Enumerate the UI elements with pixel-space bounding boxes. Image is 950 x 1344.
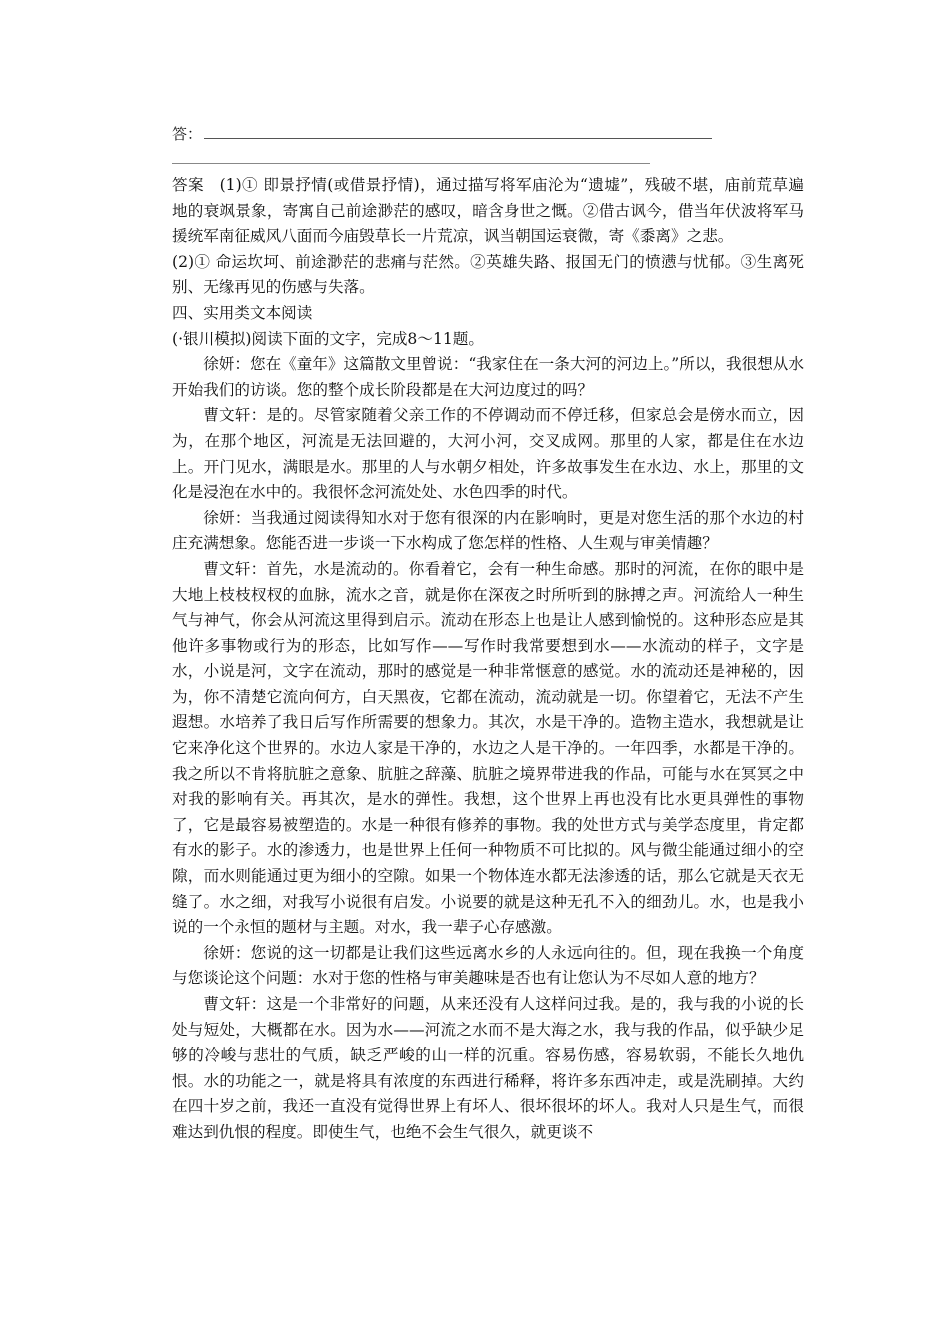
answer-blank-line-2	[172, 163, 650, 164]
answer-key-part2: (2)① 命运坎坷、前途渺茫的悲痛与茫然。②英雄失路、报国无门的愤懑与忧郁。③生离死别、无缘再见的伤感与失落。	[172, 252, 804, 297]
answer-key-part1	[172, 173, 804, 250]
interview-paragraph-4: 曹文轩：首先，水是流动的。你看着它，会有一种生命感。那时的河流，在你的眼中是大地上枝枝杈杈的血脉，流水之音，就是你在深夜之时所听到的脉搏之声。河流给人一种生气与神气，你会从河流这里得到启示。流动在形态上也是让人感到愉悦的。这种形态应是其他许多事物或行为的形态，比如写作——写作时我常要想到水——水流动的样子，文字是水，小说是河，文字在流动，那时的感觉是一种非常惬意的感觉。水的流动还是神秘的，因为，你不清楚它流向何方，白天黑夜，它都在流动，流动就是一切。你望着它，无法不产生遐想。水培养了我日后写作所需要的想象力。其次，水是干净的。造物主造水，我想就是让它来净化这个世界的。水边人家是干净的，水边之人是干净的。一年四季，水都是干净的。我之所以不肯将肮脏之意象、肮脏之辞藻、肮脏之境界带进我的作品，可能与水在冥冥之中对我的影响有关。再其次，是水的弹性。我想，这个世界上再也没有比水更具弹性的事物了，它是最容易被塑造的。水是一种很有修养的事物。我的处世方式与美学态度里，肯定都有水的影子。水的渗透力，也是世界上任何一种物质不可比拟的。风与微尘能通过细小的空隙，而水则能通过更为细小的空隙。如果一个物体连水都无法渗透的话，那么它就是天衣无缝了。水之细，对我写小说很有启发。小说要的就是这种无孔不入的细劲儿。水，也是我小说的一个永恒的题材与主题。对水，我一辈子心存感激。	[172, 559, 804, 937]
interview-paragraph-2: 曹文轩：是的。尽管家随着父亲工作的不停调动而不停迁移，但家总会是傍水而立，因为，在那个地区，河流是无法回避的，大河小河，交叉成网。那里的人家，都是住在水边上。开门见水，满眼是水。那里的人与水朝夕相处，许多故事发生在水边、水上，那里的文化是浸泡在水中的。我很怀念河流处处、水色四季的时代。	[172, 406, 804, 502]
answer-key-label: 答案	[172, 176, 204, 194]
interview-paragraph-5: 徐妍：您说的这一切都是让我们这些远离水乡的人永远向往的。但，现在我换一个角度与您谈论这个问题：水对于您的性格与审美趣味是否也有让您认为不尽如人意的地方？	[172, 943, 804, 988]
answer-key-part1-text: (1)① 即景抒情(或借景抒情)，通过描写将军庙沦为“遗墟”，残破不堪，庙前荒草遍地的衰飒景象，寄寓自己前途渺茫的感叹，暗含身世之慨。②借古讽今，借当年伏波将军马援统军南征威风八面而今庙毁草长一片荒凉，讽当朝国运衰微，寄《黍离》之悲。	[172, 176, 804, 246]
section-title: 四、实用类文本阅读	[172, 303, 313, 322]
interview-paragraph-6: 曹文轩：这是一个非常好的问题，从来还没有人这样问过我。是的，我与我的小说的长处与短处，大概都在水。因为水——河流之水而不是大海之水，我与我的作品，似乎缺少足够的冷峻与悲壮的气质，缺乏严峻的山一样的沉重。容易伤感，容易软弱，不能长久地仇恨。水的功能之一，就是将具有浓度的东西进行稀释，将许多东西冲走，或是洗刷掉。大约在四十岁之前，我还一直没有觉得世界上有坏人、很坏很坏的坏人。我对人只是生气，而很难达到仇恨的程度。即使生气，也绝不会生气很久，就更谈不	[172, 995, 804, 1141]
document-body	[172, 173, 804, 1146]
answer-prompt-line	[172, 122, 712, 146]
interview-paragraph-3: 徐妍：当我通过阅读得知水对于您有很深的内在影响时，更是对您生活的那个水边的村庄充满想象。您能否进一步谈一下水构成了您怎样的性格、人生观与审美情趣？	[172, 508, 804, 553]
interview-paragraph-1: 徐妍：您在《童年》这篇散文里曾说：“我家住在一条大河的河边上。”所以，我很想从水开始我们的访谈。您的整个成长阶段都是在大河边度过的吗？	[172, 355, 804, 399]
answer-blank-line	[204, 122, 712, 139]
section-instruction: (·银川模拟)阅读下面的文字，完成8～11题。	[172, 329, 484, 348]
answer-prompt-label: 答：	[172, 125, 203, 143]
